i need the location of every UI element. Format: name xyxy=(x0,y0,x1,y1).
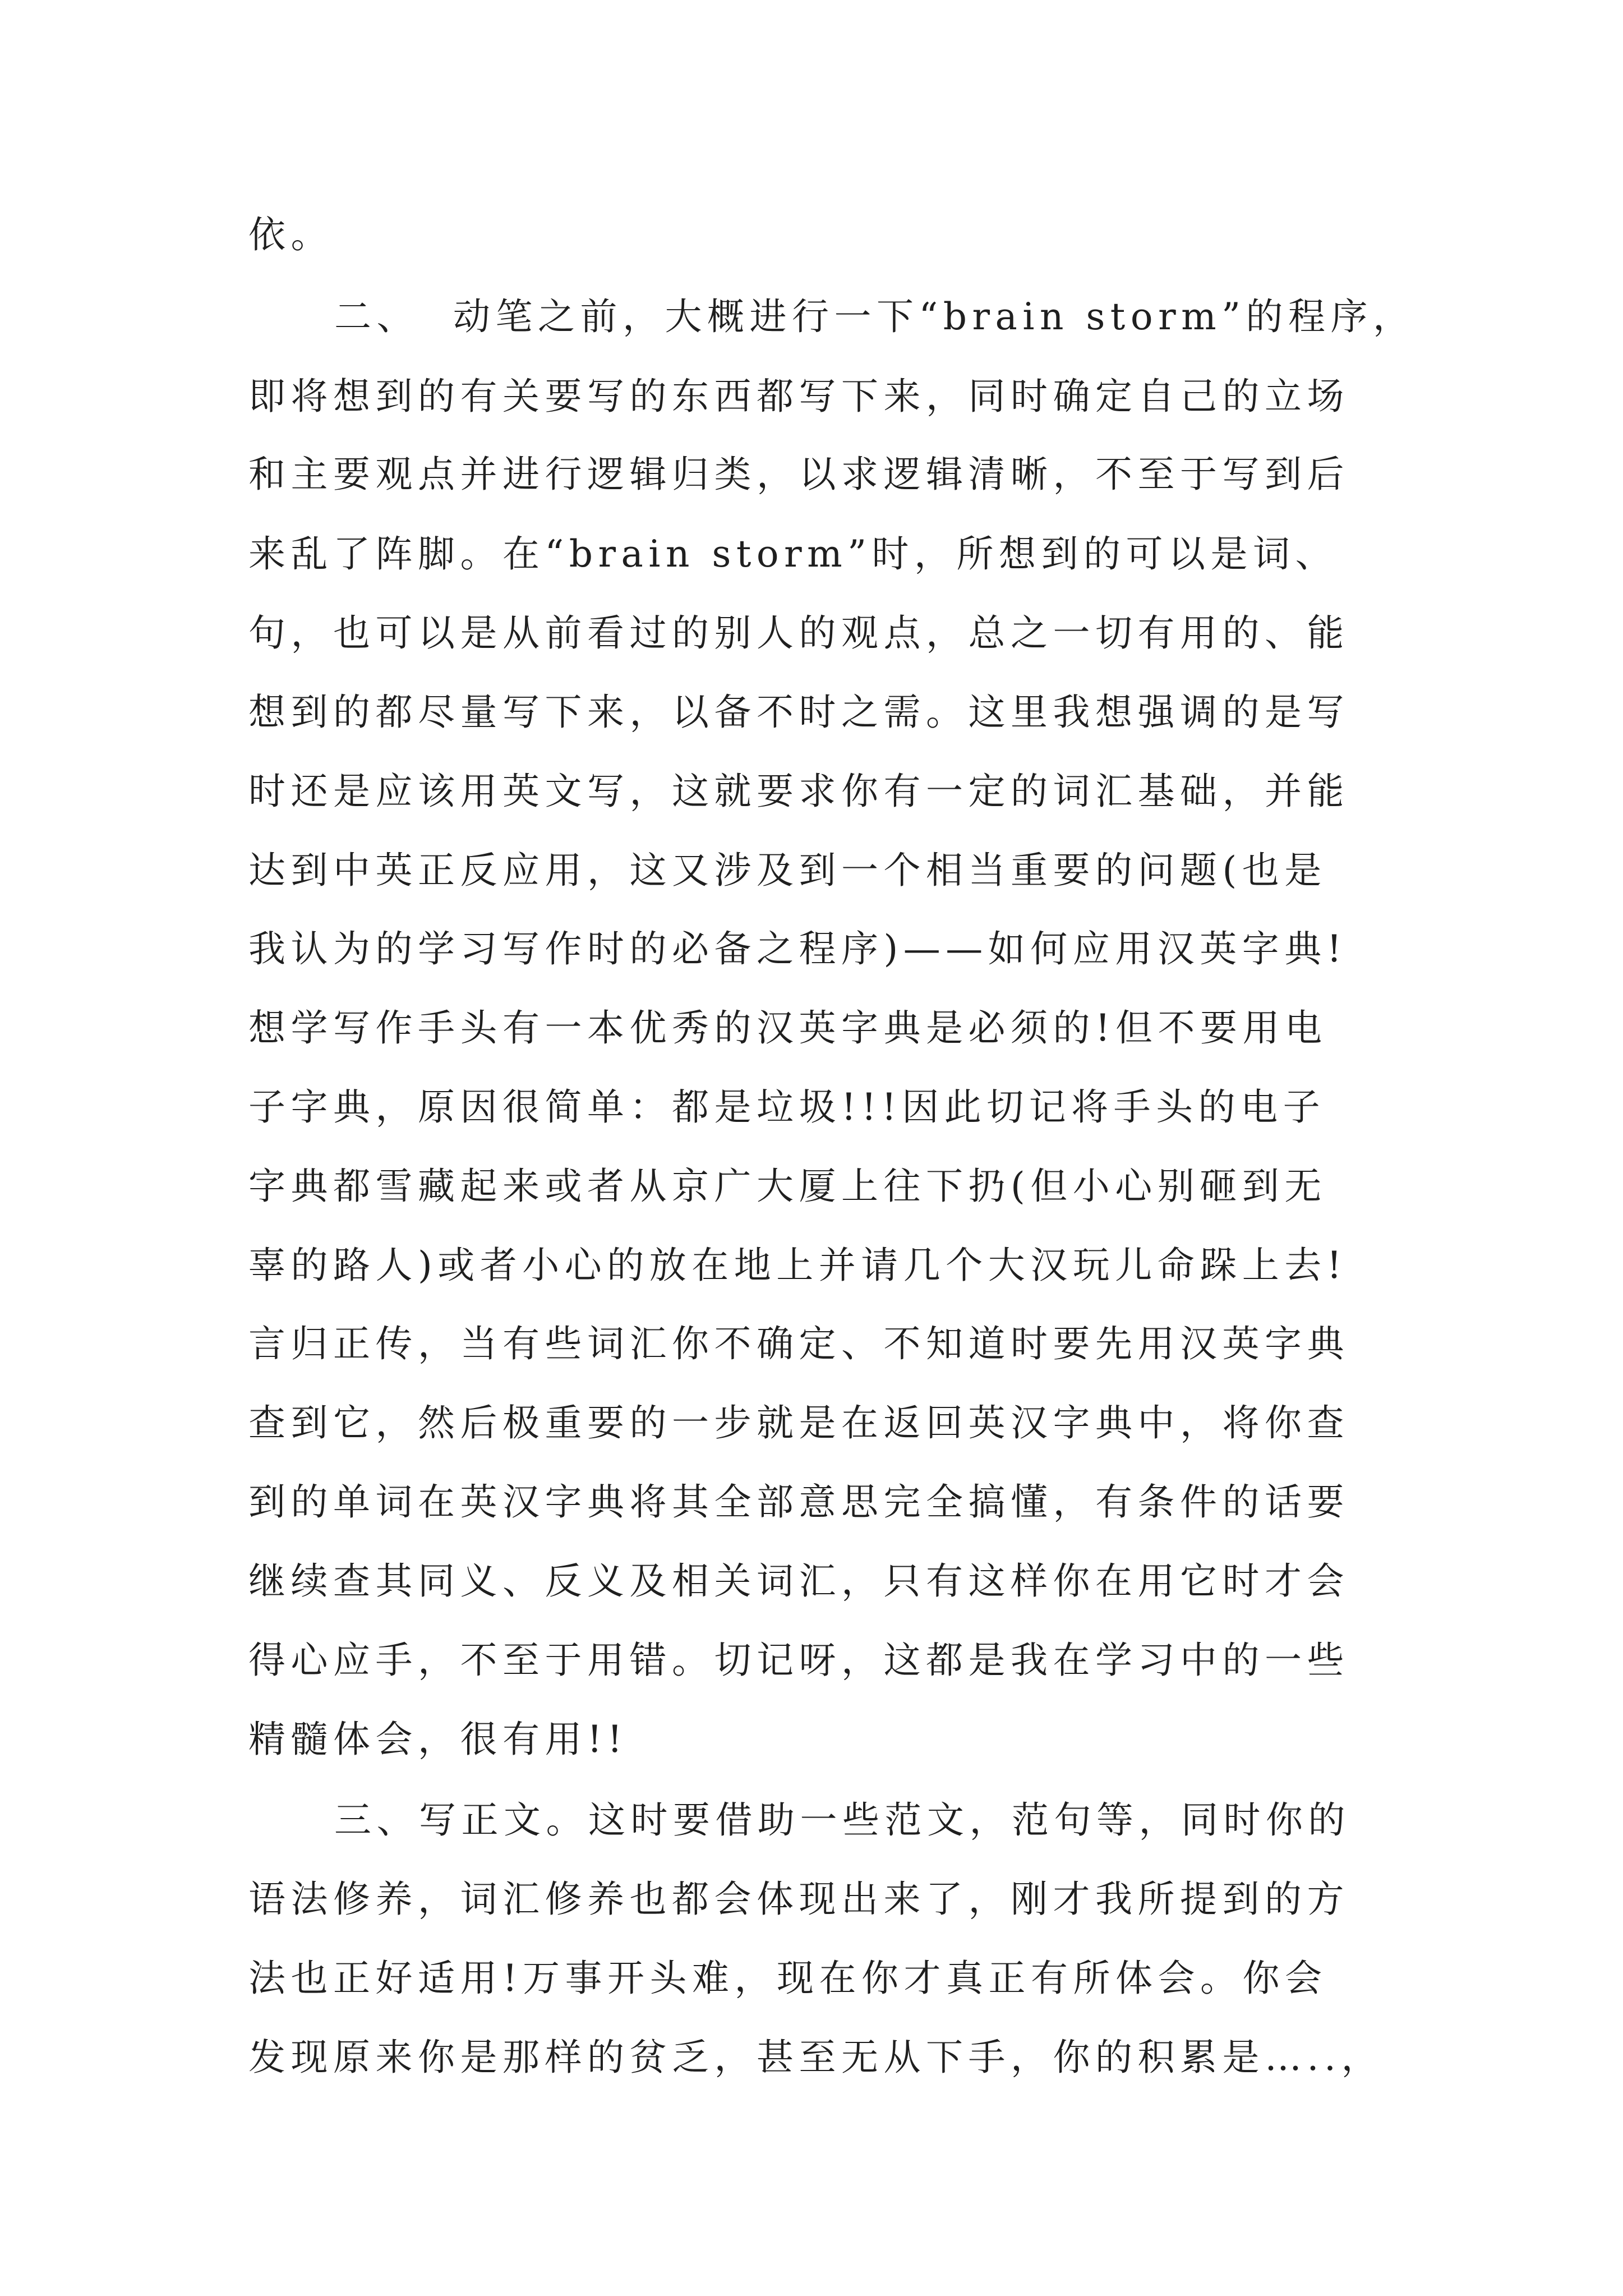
text-line: 三、写正文。这时要借助一些范文，范句等，同时你的 xyxy=(334,1798,1350,1842)
text-line: 到的单词在英汉字典将其全部意思完全搞懂，有条件的话要 xyxy=(248,1480,1349,1524)
text-line: 法也正好适用!万事开头难，现在你才真正有所体会。你会 xyxy=(248,1957,1327,2000)
text-line: 发现原来你是那样的贫乏，甚至无从下手，你的积累是…..， xyxy=(248,2036,1384,2079)
text-line: 语法修养，词汇修养也都会体现出来了，刚才我所提到的方 xyxy=(248,1878,1349,1921)
text-line: 即将想到的有关要写的东西都写下来，同时确定自己的立场 xyxy=(248,375,1349,418)
text-line: 依。 xyxy=(248,213,333,256)
text-line: 和主要观点并进行逻辑归类，以求逻辑清晰，不至于写到后 xyxy=(248,453,1349,496)
text-line: 二、 动笔之前，大概进行一下“brain storm”的程序， xyxy=(334,295,1415,338)
text-line: 继续查其同义、反义及相关词汇，只有这样你在用它时才会 xyxy=(248,1559,1349,1603)
text-line: 辜的路人)或者小心的放在地上并请几个大汉玩儿命跺上去! xyxy=(248,1244,1347,1287)
text-line: 我认为的学习写作时的必备之程序)——如何应用汉英字典! xyxy=(248,927,1347,970)
text-line: 精髓体会，很有用!! xyxy=(248,1718,628,1761)
text-line: 字典都雪藏起来或者从京广大厦上往下扔(但小心别砸到无 xyxy=(248,1165,1327,1208)
text-line: 得心应手，不至于用错。切记呀，这都是我在学习中的一些 xyxy=(248,1639,1349,1682)
text-line: 查到它，然后极重要的一步就是在返回英汉字典中，将你查 xyxy=(248,1401,1349,1444)
text-line: 来乱了阵脚。在“brain storm”时，所想到的可以是词、 xyxy=(248,532,1338,576)
text-line: 想到的都尽量写下来，以备不时之需。这里我想强调的是写 xyxy=(248,691,1349,734)
text-line: 言归正传，当有些词汇你不确定、不知道时要先用汉英字典 xyxy=(248,1322,1349,1365)
text-line: 想学写作手头有一本优秀的汉英字典是必须的!但不要用电 xyxy=(248,1006,1327,1050)
text-line: 句，也可以是从前看过的别人的观点，总之一切有用的、能 xyxy=(248,611,1349,655)
text-line: 子字典，原因很简单：都是垃圾!!!因此切记将手头的电子 xyxy=(248,1085,1326,1129)
text-line: 时还是应该用英文写，这就要求你有一定的词汇基础，并能 xyxy=(248,770,1349,813)
text-line: 达到中英正反应用，这又涉及到一个相当重要的问题(也是 xyxy=(248,849,1327,892)
